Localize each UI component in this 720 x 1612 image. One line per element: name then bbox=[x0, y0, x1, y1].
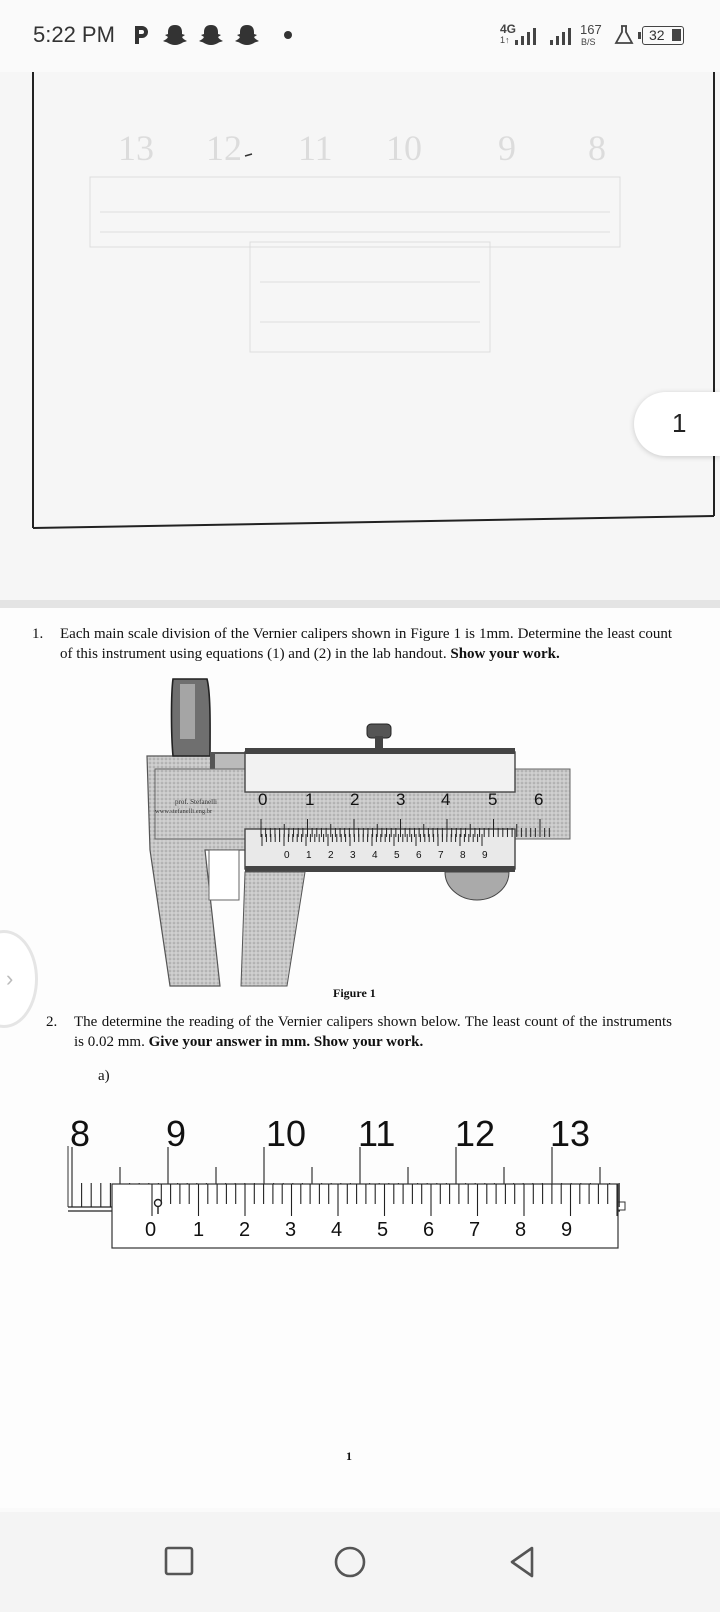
status-time: 5:22 PM bbox=[33, 22, 115, 47]
scale-label: 1 bbox=[305, 790, 315, 809]
signal-strength-icon bbox=[514, 26, 538, 46]
question-2 bbox=[46, 1012, 672, 1056]
vernier-label: 6 bbox=[423, 1219, 435, 1241]
scale-label: 6 bbox=[534, 790, 544, 809]
snapchat-icon bbox=[234, 23, 260, 47]
scale-label: 4 bbox=[441, 790, 451, 809]
vernier-label: 4 bbox=[331, 1219, 343, 1241]
scale-label: 11 bbox=[358, 1113, 396, 1154]
faint-scale-number: 12 bbox=[206, 128, 242, 168]
faint-scale-number: 10 bbox=[386, 128, 422, 168]
question-text: Each main scale division of the Vernier calipers shown in Figure 1 is 1mm. Determine the least count of this instrument using equations (1) and (2) in the lab handout. bbox=[60, 626, 672, 662]
faint-scale-number: 9 bbox=[498, 128, 516, 168]
vernier-label: 9 bbox=[482, 850, 488, 861]
snapchat-icon bbox=[162, 23, 188, 47]
back-triangle-icon[interactable] bbox=[500, 1540, 544, 1584]
vernier-label: 7 bbox=[438, 850, 444, 861]
scale-label: 3 bbox=[396, 790, 406, 809]
vernier-label: 4 bbox=[372, 850, 378, 861]
flask-icon bbox=[614, 24, 634, 46]
page-separator bbox=[0, 600, 720, 608]
question-emphasis: Give your answer in mm. Show your work. bbox=[148, 1034, 424, 1050]
vernier-label: 5 bbox=[377, 1219, 389, 1241]
scale-label: 0 bbox=[258, 790, 268, 809]
more-dot-icon bbox=[283, 30, 293, 40]
figure-1-caliper bbox=[145, 674, 585, 994]
document-page-previous bbox=[0, 72, 720, 602]
vernier-label: 6 bbox=[416, 850, 422, 861]
recents-square-icon[interactable] bbox=[158, 1540, 202, 1584]
vernier-label: 0 bbox=[145, 1219, 157, 1241]
data-speed-value: 167 bbox=[580, 22, 602, 37]
signal-strength-icon bbox=[549, 26, 573, 46]
figure-2-vernier-scale bbox=[60, 1086, 660, 1256]
vernier-label: 2 bbox=[328, 850, 334, 861]
vernier-label: 0 bbox=[284, 850, 290, 861]
question-number: 1. bbox=[32, 626, 44, 642]
scale-label: 2 bbox=[350, 790, 360, 809]
question-emphasis: Show your work. bbox=[450, 646, 560, 662]
network-updown-label: 1↑ bbox=[500, 35, 510, 45]
vernier-label: 3 bbox=[285, 1219, 297, 1241]
scale-label: 8 bbox=[70, 1113, 91, 1154]
faint-scale-number: 13 bbox=[118, 128, 154, 168]
network-type-label: 4G bbox=[500, 22, 517, 36]
question-number: 2. bbox=[46, 1014, 58, 1030]
home-circle-icon[interactable] bbox=[328, 1540, 372, 1584]
vernier-label: 5 bbox=[394, 850, 400, 861]
chevron-right-icon[interactable]: › bbox=[6, 966, 14, 991]
scale-label: 9 bbox=[166, 1113, 187, 1154]
scale-label: 10 bbox=[266, 1113, 307, 1154]
vernier-label: 2 bbox=[239, 1219, 251, 1241]
snapchat-icon bbox=[198, 23, 224, 47]
question-part-label: a) bbox=[98, 1068, 110, 1084]
vernier-label: 9 bbox=[561, 1219, 573, 1241]
vernier-label: 1 bbox=[193, 1219, 205, 1241]
vernier-label: 3 bbox=[350, 850, 356, 861]
scale-label: 12 bbox=[455, 1113, 496, 1154]
vernier-label: 1 bbox=[306, 850, 312, 861]
faint-scale-number: 8 bbox=[588, 128, 606, 168]
question-1 bbox=[32, 624, 672, 668]
document-page bbox=[0, 608, 720, 1508]
figure-caption: Figure 1 bbox=[333, 986, 376, 1000]
vernier-label: 8 bbox=[515, 1219, 527, 1241]
p-app-icon bbox=[132, 24, 150, 46]
data-speed-unit: B/S bbox=[581, 37, 596, 47]
watermark-text: www.stefanelli.eng.br bbox=[155, 808, 213, 815]
page-indicator-number: 1 bbox=[672, 408, 687, 438]
scale-label: 5 bbox=[488, 790, 498, 809]
faint-scale-number: 11 bbox=[298, 128, 333, 168]
battery-indicator bbox=[642, 26, 684, 45]
status-bar bbox=[0, 0, 720, 73]
watermark-text: prof. Stefanelli bbox=[175, 798, 217, 806]
page-number: 1 bbox=[346, 1449, 352, 1463]
vernier-label: 8 bbox=[460, 850, 466, 861]
battery-level: 32 bbox=[649, 27, 665, 43]
scale-label: 13 bbox=[550, 1113, 591, 1154]
page-indicator-badge[interactable] bbox=[634, 392, 720, 456]
vernier-label: 7 bbox=[469, 1219, 481, 1241]
navigation-bar bbox=[0, 1512, 720, 1612]
question-text: The determine the reading of the Vernier calipers shown below. The least count of the instruments is 0.02 mm. bbox=[74, 1014, 672, 1050]
